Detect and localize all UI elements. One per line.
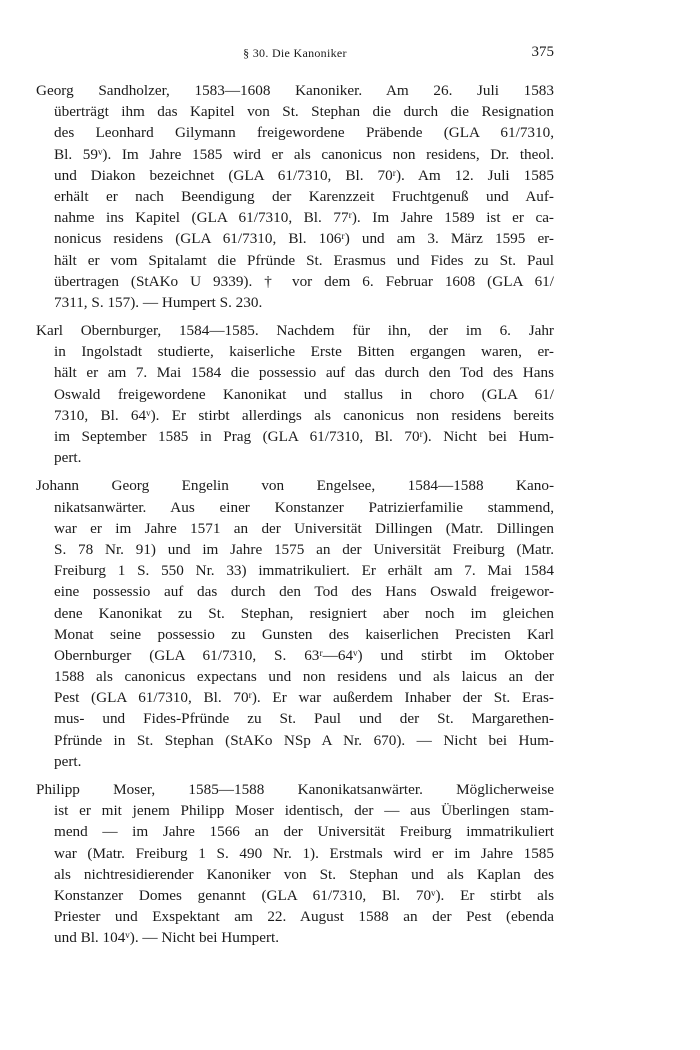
- text-line: mend — im Jahre 1566 an der Universität Freiburg immatrikuliert: [54, 823, 554, 841]
- text-line: Monat seine possessio zu Gunsten des kaiserlichen Precisten Karl: [54, 625, 554, 643]
- text-line: dene Kanonikat zu St. Stephan, resigniert aber noch im gleichen: [54, 604, 554, 622]
- text-line: und Bl. 104ᵛ). — Nicht bei Humpert.: [54, 929, 280, 947]
- text-line: im September 1585 in Prag (GLA 61/7310, Bl. 70ʳ). Nicht bei Hum-: [54, 428, 554, 445]
- text-line: Pest (GLA 61/7310, Bl. 70ʳ). Er war außerdem Inhaber der St. Eras-: [54, 689, 554, 707]
- text-line: nikatsanwärter. Aus einer Konstanzer Patrizierfamilie stammend,: [54, 498, 554, 516]
- text-line: Philipp Moser, 1585—1588 Kanonikatsanwärter. Möglicherweise: [36, 781, 554, 798]
- text-line: in Ingolstadt studierte, kaiserliche Erste Bitten ergangen waren, er-: [54, 343, 554, 361]
- running-head: § 30. Die Kanoniker: [243, 46, 347, 60]
- text-line: Konstanzer Domes genannt (GLA 61/7310, Bl. 70ᵛ). Er stirbt als: [54, 886, 554, 904]
- text-line: nahme ins Kapitel (GLA 61/7310, Bl. 77ʳ). Im Jahre 1589 ist er ca-: [54, 209, 554, 227]
- text-line: Obernburger (GLA 61/7310, S. 63ʳ—64ᵛ) und stirbt im Oktober: [54, 646, 554, 664]
- text-line: Priester und Exspektant am 22. August 1588 an der Pest (ebenda: [54, 908, 554, 926]
- text-line: Freiburg 1 S. 550 Nr. 33) immatrikuliert. Er erhält am 7. Mai 1584: [54, 562, 554, 580]
- entries: [36, 80, 554, 956]
- entry-obernburger: [36, 320, 554, 468]
- text-line: Pfründe in St. Stephan (StAKo NSp A Nr. 670). — Nicht bei Hum-: [54, 731, 554, 749]
- text-line: und Diakon bezeichnet (GLA 61/7310, Bl. 70ʳ). Am 12. Juli 1585: [54, 166, 554, 184]
- entry-moser: [36, 779, 554, 949]
- text-line: als nichtresidierender Kanoniker von St. Stephan und als Kaplan des: [54, 865, 554, 883]
- text-line: übertragen (StAKo U 9339). † vor dem 6. Februar 1608 (GLA 61/: [54, 272, 554, 290]
- page-header: [36, 44, 554, 66]
- text-line: des Leonhard Gilymann freigewordene Präbende (GLA 61/7310,: [54, 124, 554, 142]
- text-line: war er im Jahre 1571 an der Universität Dillingen (Matr. Dillingen: [54, 519, 554, 537]
- text-line: 7310, Bl. 64ᵛ). Er stirbt allerdings als canonicus non residens bereits: [54, 406, 554, 424]
- text-line: überträgt ihm das Kapitel von St. Stephan die durch die Resignation: [54, 103, 554, 121]
- text-line: pert.: [54, 752, 82, 770]
- text-line: Bl. 59ᵛ). Im Jahre 1585 wird er als canonicus non residens, Dr. theol.: [54, 145, 554, 163]
- text-line: mus- und Fides-Pfründe zu St. Paul und der St. Margarethen-: [54, 710, 554, 728]
- text-line: Karl Obernburger, 1584—1585. Nachdem für ihn, der im 6. Jahr: [36, 322, 554, 340]
- text-line: hält er am 7. Mai 1584 die possessio auf das durch den Tod des Hans: [54, 364, 554, 382]
- text-line: 7311, S. 157). — Humpert S. 230.: [54, 293, 263, 311]
- page-number: 375: [531, 44, 554, 60]
- text-line: erhält er nach Beendigung der Karenzzeit Fruchtgenuß und Auf-: [54, 187, 554, 205]
- text-line: pert.: [54, 449, 82, 467]
- text-line: 1588 als canonicus expectans und non residens und als laicus an der: [54, 668, 554, 686]
- text-line: S. 78 Nr. 91) und im Jahre 1575 an der Universität Freiburg (Matr.: [54, 540, 554, 558]
- text-line: ist er mit jenem Philipp Moser identisch, der — aus Überlingen stam-: [54, 802, 554, 820]
- text-line: Johann Georg Engelin von Engelsee, 1584—1588 Kano-: [36, 477, 554, 495]
- text-line: nonicus residens (GLA 61/7310, Bl. 106ʳ) und am 3. März 1595 er-: [54, 230, 554, 248]
- text-line: Georg Sandholzer, 1583—1608 Kanoniker. Am 26. Juli 1583: [36, 82, 554, 99]
- text-line: eine possessio auf das durch den Tod des Hans Oswald freigewor-: [54, 583, 554, 601]
- text-line: Oswald freigewordene Kanonikat und stallus in choro (GLA 61/: [54, 385, 554, 403]
- entry-sandholzer: [36, 80, 554, 313]
- text-line: hält er vom Spitalamt die Pfründe St. Erasmus und Fides zu St. Paul: [54, 251, 554, 269]
- text-line: war (Matr. Freiburg 1 S. 490 Nr. 1). Erstmals wird er im Jahre 1585: [54, 844, 554, 862]
- entry-engelin: [36, 475, 554, 772]
